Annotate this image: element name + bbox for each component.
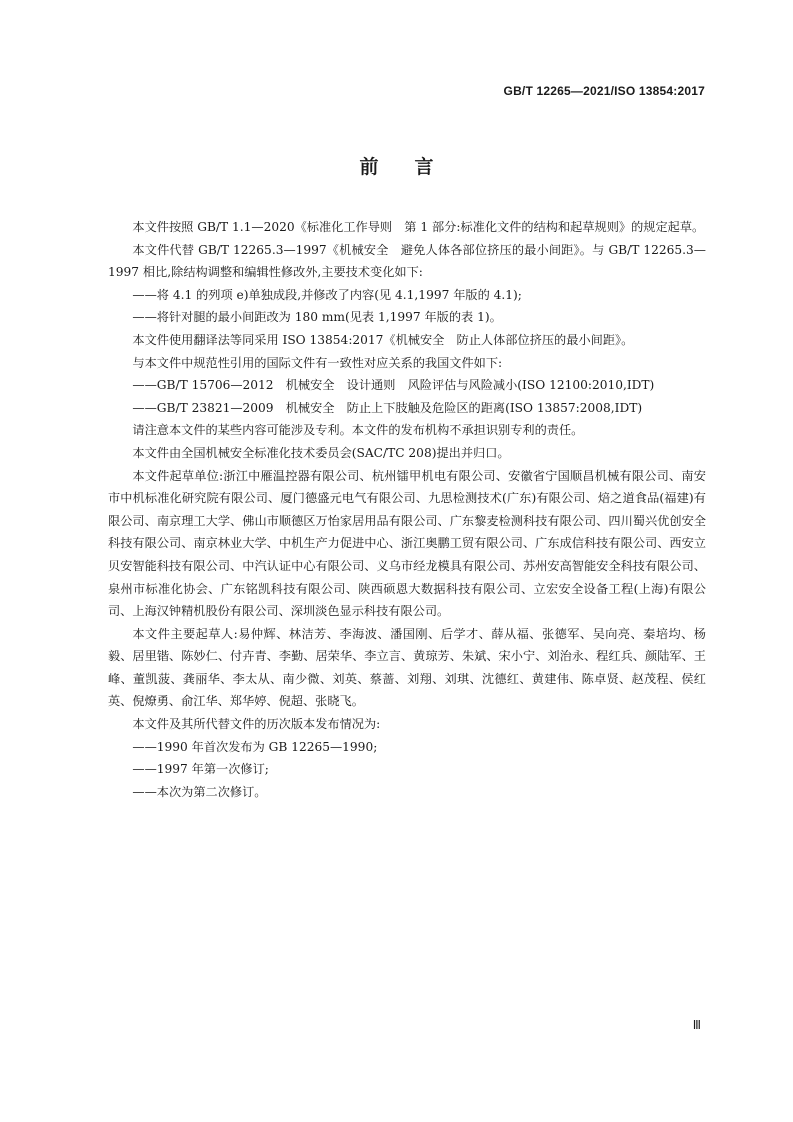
paragraph: 本文件代替 GB/T 12265.3—1997《机械安全 避免人体各部位挤压的最小间距》。与 GB/T 12265.3—1997 相比,除结构调整和编辑性修改外,主要技术变化如下: bbox=[108, 242, 706, 280]
list-item: ——1997 年第一次修订; bbox=[132, 762, 269, 777]
paragraph: 与本文件中规范性引用的国际文件有一致性对应关系的我国文件如下: bbox=[132, 355, 503, 370]
list-item: ——GB/T 15706—2012 机械安全 设计通则 风险评估与风险减小(ISO 12100:2010,IDT) bbox=[132, 378, 655, 393]
page-number: Ⅲ bbox=[692, 1018, 701, 1032]
paragraph: 本文件由全国机械安全标准化技术委员会(SAC/TC 208)提出并归口。 bbox=[132, 445, 510, 460]
paragraph: 本文件及其所代替文件的历次版本发布情况为: bbox=[132, 717, 381, 732]
paragraph: 本文件按照 GB/T 1.1—2020《标准化工作导则 第 1 部分:标准化文件的结构和起草规则》的规定起草。 bbox=[132, 220, 705, 234]
paragraph: 本文件使用翻译法等同采用 ISO 13854:2017《机械安全 防止人体部位挤压的最小间距》。 bbox=[132, 332, 634, 347]
foreword-body bbox=[108, 216, 706, 803]
list-item: ——将 4.1 的列项 e)单独成段,并修改了内容(见 4.1,1997 年版的 4.1); bbox=[132, 287, 522, 302]
paragraph: 请注意本文件的某些内容可能涉及专利。本文件的发布机构不承担识别专利的责任。 bbox=[132, 423, 584, 438]
list-item: ——将针对腿的最小间距改为 180 mm(见表 1,1997 年版的表 1)。 bbox=[132, 310, 502, 325]
list-item: ——本次为第二次修订。 bbox=[132, 784, 267, 799]
page-title: 前言 bbox=[359, 156, 470, 178]
paragraph: 本文件起草单位:浙江中雁温控器有限公司、杭州镭甲机电有限公司、安徽省宁国顺昌机械有限公司、南安市中机标准化研究院有限公司、厦门德盛元电气有限公司、九思检测技术(广东)有限公司、焙之道食品(福建)有限公司、南京理工大学、佛山市顺德区万怡家居用品有限公司、广东黎麦检测科技有限公司、四川蜀兴优创安全科技有限公司、南京林业大学、中机生产力促进中心、浙江奥鹏工贸有限公司、广东成信科技有限公司、西安立贝安智能科技有限公司、中汽认证中心有限公司、义乌市经龙模具有限公司、苏州安高智能安全科技有限公司、泉州市标准化协会、广东铭凯科技有限公司、陕西硕恩大数据科技有限公司、立宏安全设备工程(上海)有限公司、上海汉钟精机股份有限公司、深圳淡色显示科技有限公司。 bbox=[108, 468, 706, 619]
standard-number: GB/T 12265—2021/ISO 13854:2017 bbox=[503, 84, 705, 98]
list-item: ——1990 年首次发布为 GB 12265—1990; bbox=[132, 739, 378, 754]
paragraph: 本文件主要起草人:易仲辉、林洁芳、李海波、潘国刚、后学才、薛从福、张德军、吴向亮、秦培均、杨毅、居里锴、陈妙仁、付卉青、李勤、居荣华、李立言、黄琼芳、朱斌、宋小宁、刘治永、程红兵、颜陆军、王峰、董凯菠、龚丽华、李太从、南少微、刘英、蔡蔷、刘翔、刘琪、沈德红、黄建伟、陈卓贤、赵茂程、侯红英、倪燎勇、俞江华、郑华婷、倪超、张晓飞。 bbox=[108, 626, 706, 709]
list-item: ——GB/T 23821—2009 机械安全 防止上下肢触及危险区的距离(ISO 13857:2008,IDT) bbox=[132, 400, 643, 415]
